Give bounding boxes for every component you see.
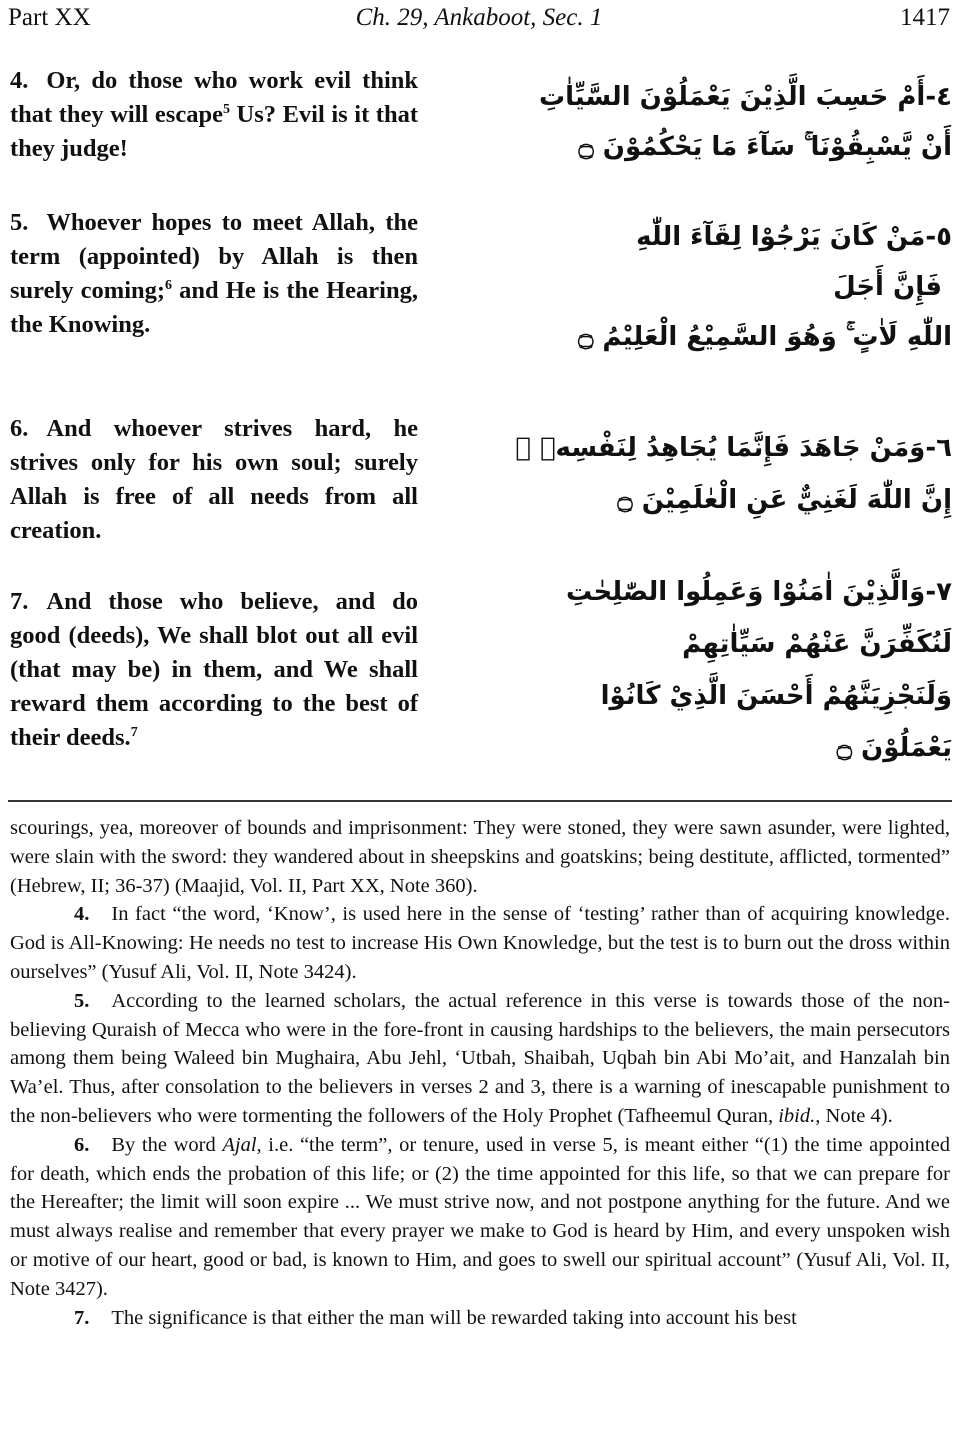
note-italic: ibid., [778,1104,821,1127]
arabic-line: لَنُكَفِّرَنَّ عَنْهُمْ سَيِّاٰتِهِمْ [682,629,952,659]
note-text: Note 4). [820,1104,893,1127]
footnote-divider [8,800,952,802]
note-number: 6. [74,1133,90,1156]
arabic-line: وَلَنَجْزِيَنَّهُمْ أَحْسَنَ الَّذِيْ كَانُوْا [600,681,952,711]
verse-text: Us? Evil is it that they judge! [10,101,419,162]
note-6 [10,1131,950,1304]
verse-number: 7. [10,588,29,615]
note-number: 4. [74,903,90,926]
arabic-line: ٦-وَمَنْ جَاهَدَ فَإِنَّمَا يُجَاهِدُ لِنَفْسِهٖ ۚ [515,433,952,463]
note-italic: Ajal, [222,1133,262,1156]
verse-4-translation [10,64,418,166]
note-7 [10,1304,950,1333]
note-text: The significance is that either the man will be rewarded taking into account his best [111,1306,797,1329]
verse-number: 6. [10,415,29,442]
arabic-line: اللّٰهِ لَاٰتٍ ۚ وَهُوَ السَّمِيْعُ الْعَلِيْمُ ۝ [578,322,952,352]
note-text: According to the learned scholars, the actual reference in this verse is towards those of the non-believing Quraish of Mecca who were in the fore-front in causing hardships to the believers, the main persecutors among them being Waleed bin Mughaira, Abu Jehl, ‘Utbah, Shaibah, Uqbah bin Abi Mo’ait, and Hanzalah bin Wa’el. Thus, after consolation to the believers in verses 2 and 3, there is a warning of inescapable punishment to the non-believers who were tormenting the followers of the Holy Prophet (Tafheemul Quran, [10,989,950,1127]
note-number: 7. [74,1306,90,1329]
footnote-ref: 5 [222,101,230,117]
arabic-line: أَنْ يَّسْبِقُوْنَا ۚ سَآءَ مَا يَحْكُمُوْنَ ۝ [578,132,952,162]
note-4 [10,900,950,986]
footnotes [10,814,950,1332]
verse-7-translation [10,585,418,755]
verse-text: and He is the Hearing, the Knowing. [10,277,418,338]
page-number: 1417 [900,4,950,31]
verse-text: And those who believe, and do good (deeds), We shall blot out all evil (that may be) in them, and We shall reward them according to the best of their deeds. [10,588,418,751]
verse-text: Or, do those who work evil think that they will escape [10,67,418,128]
running-header [8,4,950,34]
arabic-line: فَإِنَّ أَجَلَ [833,272,942,302]
arabic-line: ٧-وَالَّذِيْنَ اٰمَنُوْا وَعَمِلُوا الصّٰلِحٰتِ [565,577,952,607]
note-continuation: scourings, yea, moreover of bounds and imprisonment: They were stoned, they were sawn asunder, were lighted, were slain with the sword: they wandered about in sheepskins and goatskins; being destitute, afflicted, tormented” (Hebrew, II; 36-37) (Maajid, Vol. II, Part XX, Note 360). [10,817,950,897]
footnote-ref: 6 [165,277,173,293]
verse-number: 4. [10,67,29,94]
verse-5-translation [10,206,418,342]
note-number: 5. [74,989,90,1012]
verse-6-translation [10,412,418,548]
note-5 [10,987,950,1131]
note-text: By the word [111,1133,223,1156]
verse-number: 5. [10,209,29,236]
chapter-label: Ch. 29, Ankaboot, Sec. 1 [355,4,603,31]
verse-7-arabic [567,566,952,774]
verse-6-arabic [515,422,952,526]
arabic-line: إِنَّ اللّٰهَ لَغَنِيٌّ عَنِ الْعٰلَمِيْنَ ۝ [617,485,952,515]
note-text: i.e. “the term”, or tenure, used in verse 5, is meant either “(1) the time appointed for death, which ends the probation of this life; or (2) the time appointed for this life, so that we can prepare for the Hereafter; the limit will soon expire ... We must strive now, and not postpone anything for the future. And we must always realise and remember that every prayer we make to God is heard by Him, and every unspoken wish or motive of our heart, good or bad, is known to Him, and goes to swell our spiritual account” (Yusuf Ali, Vol. II, Note 3427). [10,1133,950,1300]
verse-text: Whoever hopes to meet Allah, the term (appointed) by Allah is then surely coming; [10,209,418,304]
footnote-ref: 7 [130,724,138,740]
verse-text: And whoever strives hard, he strives only for his own soul; surely Allah is free of all needs from all creation. [10,415,418,544]
arabic-line: ٤-أَمْ حَسِبَ الَّذِيْنَ يَعْمَلُوْنَ السَّيِّاٰتِ [538,82,952,112]
arabic-line: ٥-مَنْ كَانَ يَرْجُوْا لِقَآءَ اللّٰهِ [636,222,952,252]
part-label: Part XX [8,4,91,31]
verse-5-arabic [567,212,952,362]
arabic-line: يَعْمَلُوْنَ ۝ [836,733,952,763]
note-text: In fact “the word, ‘Know’, is used here in the sense of ‘testing’ rather than of acquiring knowledge. God is All-Knowing: He needs no test to increase His Own Knowledge, but the test is to burn out the dross within ourselves” (Yusuf Ali, Vol. II, Note 3424). [10,903,950,983]
verse-4-arabic [538,72,952,172]
